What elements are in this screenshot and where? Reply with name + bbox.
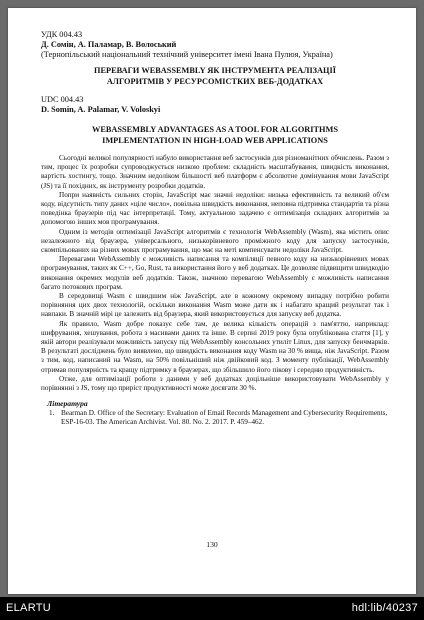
ua-title: ПЕРЕВАГИ WEBASSEMBLY ЯК ІНСТРУМЕНТА РЕАЛІЗАЦІЇ АЛГОРИТМІВ У РЕСУРСОМІСТКИХ ВЕБ-ДОДАТКАХ [94, 66, 336, 86]
paragraph-6: Як правило, Wasm добре показує себе там, де велика кількість операцій з пам'яттю, наприклад: шифрування, хешування, робота з масивами даних та інше. В серпні 2019 року була опублікована стаття [1], у якій автори реалізували можливість запуску під WebAssembly консольних утиліт Linux, для запуску бенчмарків. В результаті досліджень було виявлено, що швидкість виконання коду Wasm на 30 % вища, ніж JavaScript. Разом з тим, код, написаний на Wasm, на 50% повільніший ніж двійковий код. З моменту публікації, WebAssembly отримав популярність та кращу підтримку в браузерах, що збільшило його пікову і середню продуктивність. [41, 319, 389, 374]
ua-affiliation: (Тернопільський національний технічний університет імені Івана Пулюя, Україна) [41, 50, 333, 59]
page-content [41, 30, 389, 428]
literature-heading: Література [47, 399, 88, 409]
footer-bar [0, 597, 424, 620]
paragraph-7: Отже, для оптимізації роботи з даними у веб додатках доцільніше використовувати WebAssembly у порівнянні з JS, тому що приріст продуктивності може досягати 30 %. [41, 374, 389, 393]
page-number: 130 [206, 540, 218, 549]
reference-item [41, 409, 389, 427]
ua-udc: УДК 004.43 [41, 30, 83, 39]
ua-authors: Д. Сомін, А. Паламар, В. Волоський [41, 40, 177, 49]
reference-text: Bearman D. Office of the Secretary: Evaluation of Email Records Management and Cybersecurity Requirements, ESP-16-03. The American Archivist. Vol. 80. No. 2. 2017. P. 459–462. [61, 409, 388, 427]
reference-number: 1. [49, 409, 55, 418]
paragraph-5: В середовищі Wasm є швидшим ніж JavaScript, але в кожному окремому випадку потрібно робити порівняння цих двох технологій, оскільки виконання Wasm може дати як і набагато кращий результат так і навпаки. В значній мірі це залежить від браузера, який використовується для запуску веб додатка. [41, 292, 389, 319]
en-authors: D. Somin, A. Palamar, V. Voloskyi [41, 105, 161, 114]
en-udc: UDC 004.43 [41, 95, 84, 104]
repository-name: ELARTU [6, 602, 51, 614]
en-title: WEBASSEMBLY ADVANTAGES AS A TOOL FOR ALGORITHMS IMPLEMENTATION IN HIGH-LOAD WEB APPLICATIONS [92, 125, 338, 145]
handle-identifier: hdl:lib/40237 [351, 602, 418, 614]
paragraph-3: Одним із методів оптимізації JavaScript алгоритмів є технологія WebAssembly (Wasm), яка містить опис незалежного від браузера, універсального, низькорівневого проміжного коду для запуску застосунків, скомпільованих на різних мовах програмування, що має на меті компенсувати недоліки JavaScript. [41, 227, 389, 255]
document-page [8, 8, 416, 594]
paragraph-4: Перевагами WebAssembly є можливість написання та компіляції певного коду на низькорівневих мовах програмування, таких як C++, Go, Rust, та використання його у веб додатках. Це дозволяє підвищити швидкодію виконання окремих модулів веб додатків. Також, значною перевагою WebAssembly є можливість написання багато потокових програм. [41, 255, 389, 291]
paragraph-2: Попри наявність сильних сторін, JavaScript має значні недоліки: низька ефективність та великий об'єм коду, відсутність типу даних «ціле число», повільна швидкість виконання, неповна підтримка стандартів та різна поведінка браузерів під час інтерпретації. Тому, актуальною задачею є оптимізація складних алгоритмів за допомогою інших мов програмування. [41, 190, 389, 227]
paragraph-1: Сьогодні великої популярності набуло використання веб застосунків для різноманітних обчислень. Разом з тим, процес їх розробки супроводжується низкою проблем: складність масштабування, швидкість виконання, вартість хостингу, тощо. Значним недоліком більшості веб платформ є абсолютне домінування мови JavaScript (JS) та її похідних, як інструменту розробки додатків. [41, 154, 389, 190]
